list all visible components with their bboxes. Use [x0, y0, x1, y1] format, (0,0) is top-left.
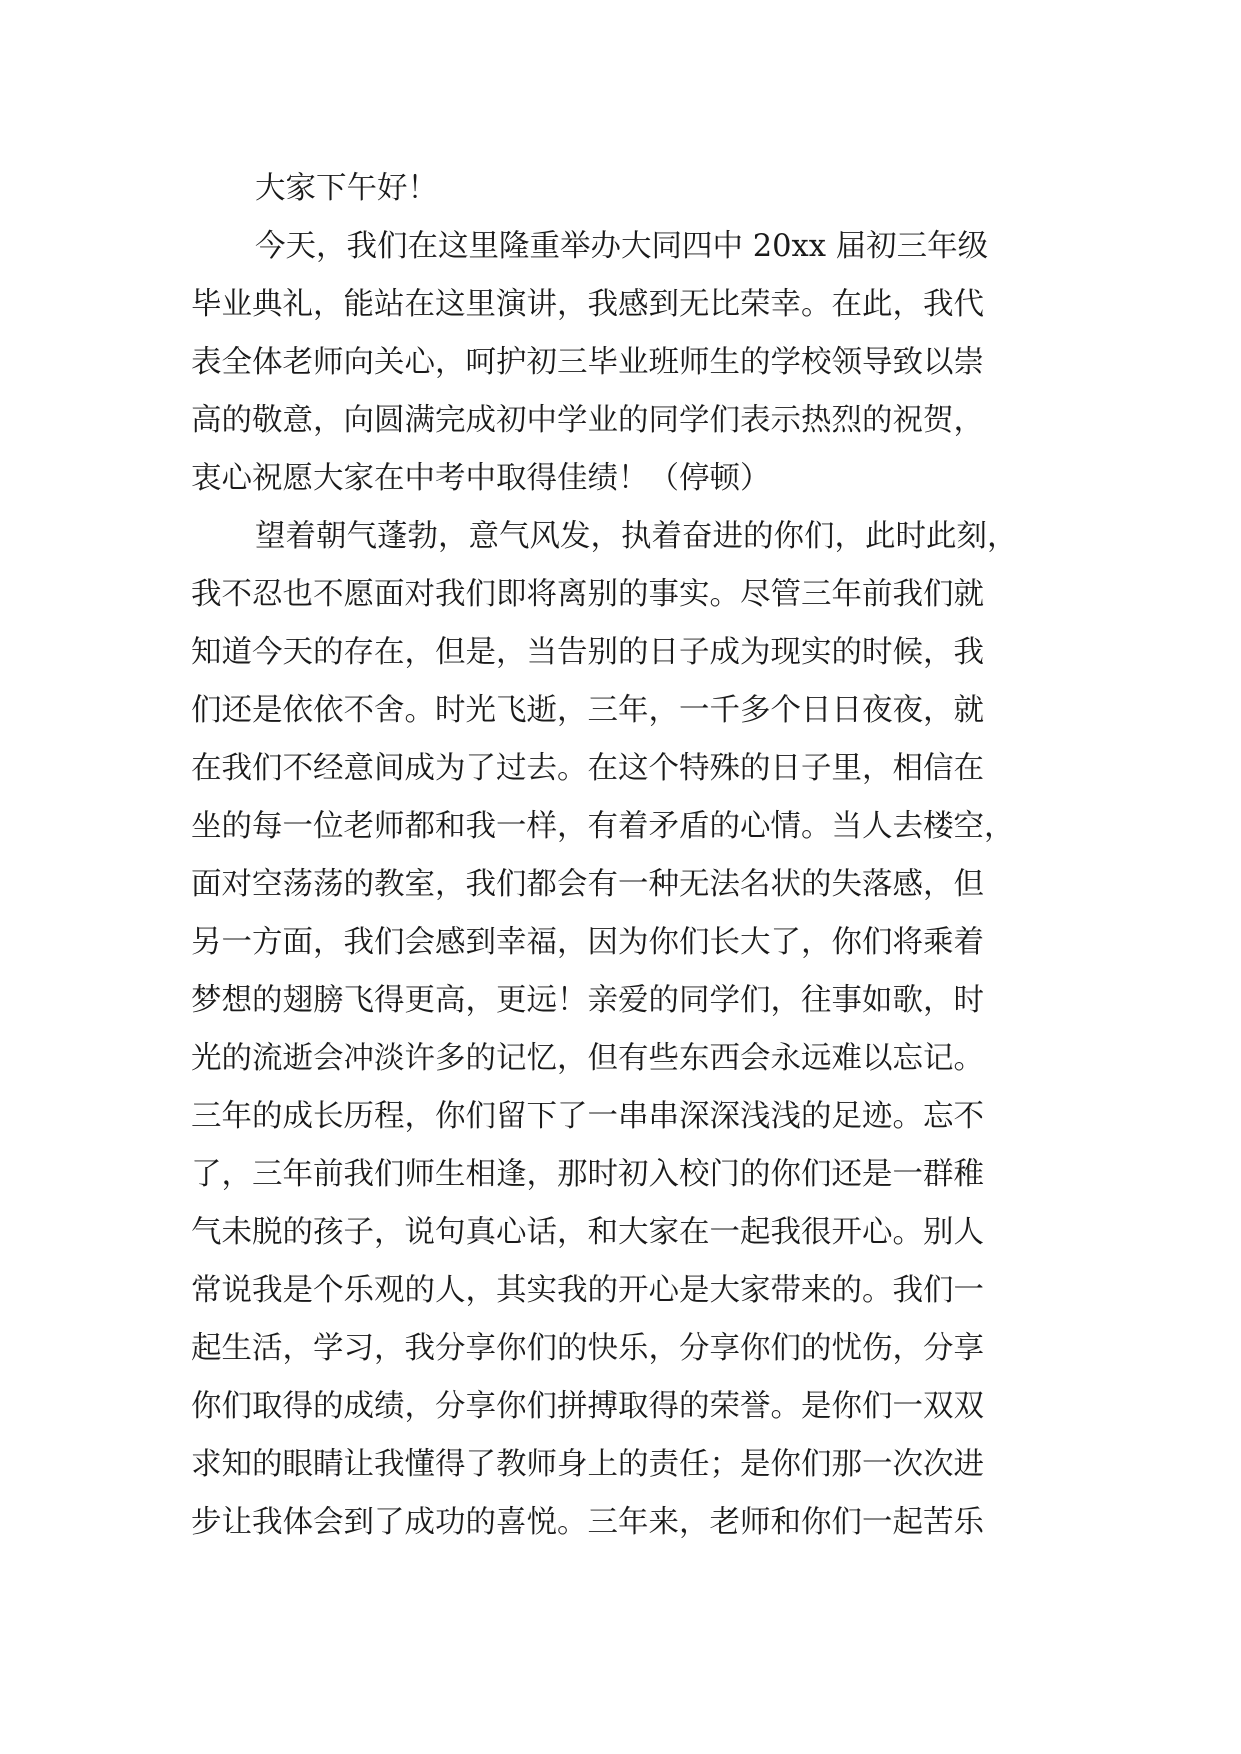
paragraph-2-line-5: 在我们不经意间成为了过去。在这个特殊的日子里，相信在	[191, 751, 984, 786]
paragraph-2-line-16: 你们取得的成绩，分享你们拼搏取得的荣誉。是你们一双双	[191, 1389, 984, 1424]
paragraph-2-line-10: 光的流逝会冲淡许多的记忆，但有些东西会永远难以忘记。	[191, 1041, 984, 1076]
paragraph-2-line-6: 坐的每一位老师都和我一样，有着矛盾的心情。当人去楼空，	[191, 809, 1015, 844]
paragraph-2-line-13: 气未脱的孩子，说句真心话，和大家在一起我很开心。别人	[191, 1215, 984, 1250]
paragraph-2-line-2: 我不忍也不愿面对我们即将离别的事实。尽管三年前我们就	[191, 577, 984, 612]
paragraph-1-line-5: 衷心祝愿大家在中考中取得佳绩！（停顿）	[191, 461, 771, 496]
paragraph-1-line-2: 毕业典礼，能站在这里演讲，我感到无比荣幸。在此，我代	[191, 287, 984, 322]
paragraph-1-line-4: 高的敬意，向圆满完成初中学业的同学们表示热烈的祝贺，	[191, 403, 984, 438]
paragraph-2-line-17: 求知的眼睛让我懂得了教师身上的责任；是你们那一次次进	[191, 1447, 984, 1482]
paragraph-1-line-3: 表全体老师向关心，呵护初三毕业班师生的学校领导致以崇	[191, 345, 984, 380]
paragraph-2-line-8: 另一方面，我们会感到幸福，因为你们长大了，你们将乘着	[191, 925, 984, 960]
paragraph-2-line-12: 了，三年前我们师生相逢，那时初入校门的你们还是一群稚	[191, 1157, 984, 1192]
paragraph-2-line-1: 望着朝气蓬勃，意气风发，执着奋进的你们，此时此刻，	[255, 519, 1018, 554]
paragraph-2-line-7: 面对空荡荡的教室，我们都会有一种无法名状的失落感，但	[191, 867, 984, 902]
paragraph-1-line-1: 今天，我们在这里隆重举办大同四中 20xx 届初三年级	[255, 229, 989, 264]
paragraph-2-line-9: 梦想的翅膀飞得更高，更远！亲爱的同学们，往事如歌，时	[191, 983, 984, 1018]
greeting-line: 大家下午好！	[255, 171, 438, 206]
speech-body	[191, 160, 1071, 1552]
paragraph-2-line-4: 们还是依依不舍。时光飞逝，三年，一千多个日日夜夜，就	[191, 693, 984, 728]
paragraph-2-line-15: 起生活，学习，我分享你们的快乐，分享你们的忧伤，分享	[191, 1331, 984, 1366]
paragraph-2-line-14: 常说我是个乐观的人，其实我的开心是大家带来的。我们一	[191, 1273, 984, 1308]
paragraph-2-line-3: 知道今天的存在，但是，当告别的日子成为现实的时候，我	[191, 635, 984, 670]
paragraph-2-line-18: 步让我体会到了成功的喜悦。三年来，老师和你们一起苦乐	[191, 1505, 984, 1540]
paragraph-2-line-11: 三年的成长历程，你们留下了一串串深深浅浅的足迹。忘不	[191, 1099, 984, 1134]
